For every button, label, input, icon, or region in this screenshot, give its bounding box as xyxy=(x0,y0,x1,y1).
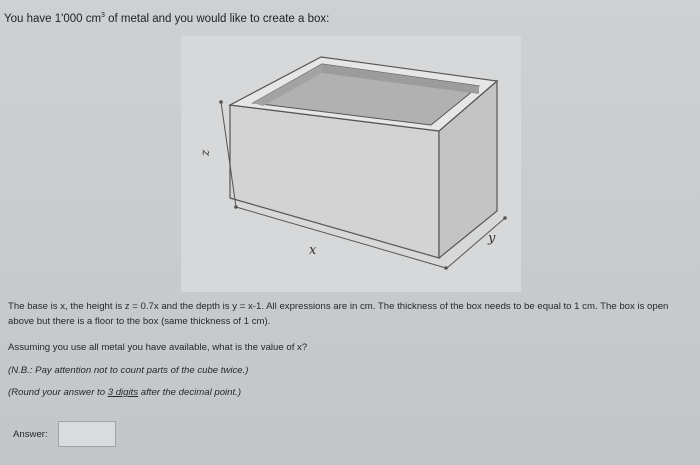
problem-question: Assuming you use all metal you have available, what is the value of x? xyxy=(8,342,308,353)
x-label: x xyxy=(309,243,317,258)
box-front-face xyxy=(230,105,439,258)
problem-note: (N.B.: Pay attention not to count parts of the cube twice.) xyxy=(8,365,249,376)
question-title: You have 1'000 $cm^3$ of metal and you would like to create a box: xyxy=(4,12,330,25)
z-label: z xyxy=(198,149,212,156)
problem-description: The base is x, the height is z = 0.7x and the depth is y = x-1. All expressions are in cm. The thickness of the box needs to be equal to 1 cm. The box is open above but there is a floor to the box (same thickness of 1 cm). xyxy=(8,301,669,327)
y-label: y xyxy=(488,231,496,246)
rounding-note: (Round your answer to 3 digits after the decimal point.) xyxy=(8,387,242,398)
answer-input[interactable] xyxy=(58,421,116,447)
box-diagram xyxy=(181,36,521,292)
answer-label: Answer: xyxy=(13,429,48,440)
